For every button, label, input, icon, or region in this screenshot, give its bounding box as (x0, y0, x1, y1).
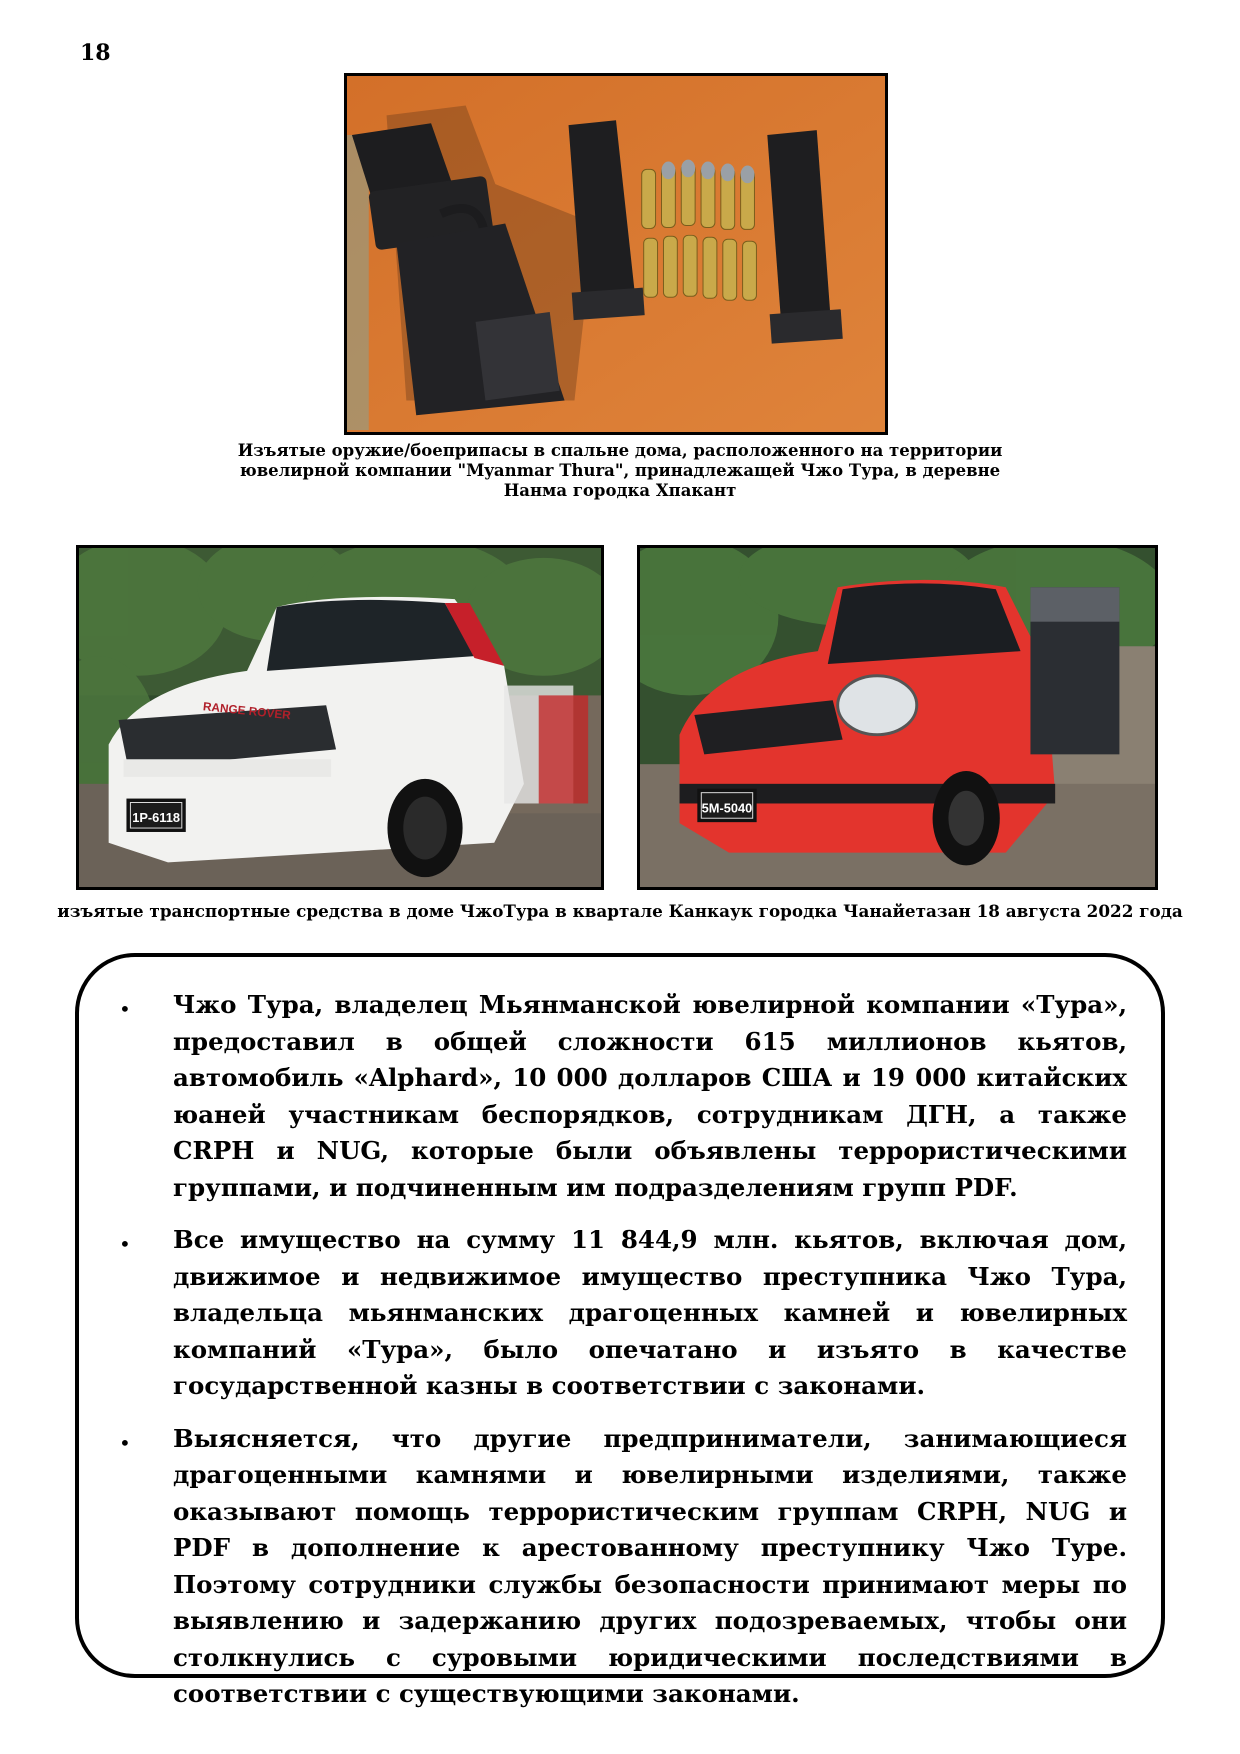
weapons-photo (344, 73, 888, 435)
red-car-plate: 5M-5040 (701, 800, 753, 816)
white-suv-plate: 1P-6118 (132, 810, 181, 826)
bullet-text: Чжо Тура, владелец Мьянманской ювелирной компании «Тура», предоставил в общей сложности 615 миллионов кьятов, автомобиль «Alphard», 10 000 долларов США и 19 000 китайских юаней участникам беспорядков, сотрудникам ДГН, а также CRPH и NUG, которые были объявлены террористическими группами, и подчиненным им подразделениям групп PDF. (173, 990, 1127, 1202)
bullet-item (113, 1421, 1127, 1713)
red-car-photo (637, 545, 1158, 890)
bullet-list (79, 957, 1161, 1713)
vehicles-caption: изъятые транспортные средства в доме ЧжоТура в квартале Канкаук городка Чанайетазан 18 августа 2022 года (57, 901, 1183, 921)
bullet-dot: • (119, 1430, 131, 1455)
bullet-text: Все имущество на сумму 11 844,9 млн. кьятов, включая дом, движимое и недвижимое имущество преступника Чжо Тура, владельца мьянманских драгоценных камней и ювелирных компаний «Тура», было опечатано и изъято в качестве государственной казны в соответствии с законами. (173, 1225, 1127, 1400)
white-suv-photo (76, 545, 604, 890)
weapons-caption: Изъятые оружие/боеприпасы в спальне дома, расположенного на территории ювелирной компании "Myanmar Thura", принадлежащей Чжо Тура, в деревне Нанма городка Хпакант (237, 441, 1003, 500)
range-rover-badge: RANGE ROVER (202, 699, 292, 723)
bullet-item (113, 1222, 1127, 1405)
bullet-item (113, 987, 1127, 1206)
page-number: 18 (80, 40, 111, 66)
bullet-dot: • (119, 1232, 131, 1256)
bullet-dot: • (119, 997, 131, 1021)
summary-box (75, 953, 1165, 1708)
bullet-text: Выясняется, что другие предприниматели, занимающиеся драгоценными камнями и ювелирными изделиями, также оказывают помощь террористическим группам CRPH, NUG и PDF в дополнение к арестованному преступнику Чжо Туре. Поэтому сотрудники службы безопасности принимают меры по выявлению и задержанию других подозреваемых, чтобы они столкнулись с суровыми юридическими последствиями в соответствии с существующими законами. (173, 1423, 1127, 1708)
